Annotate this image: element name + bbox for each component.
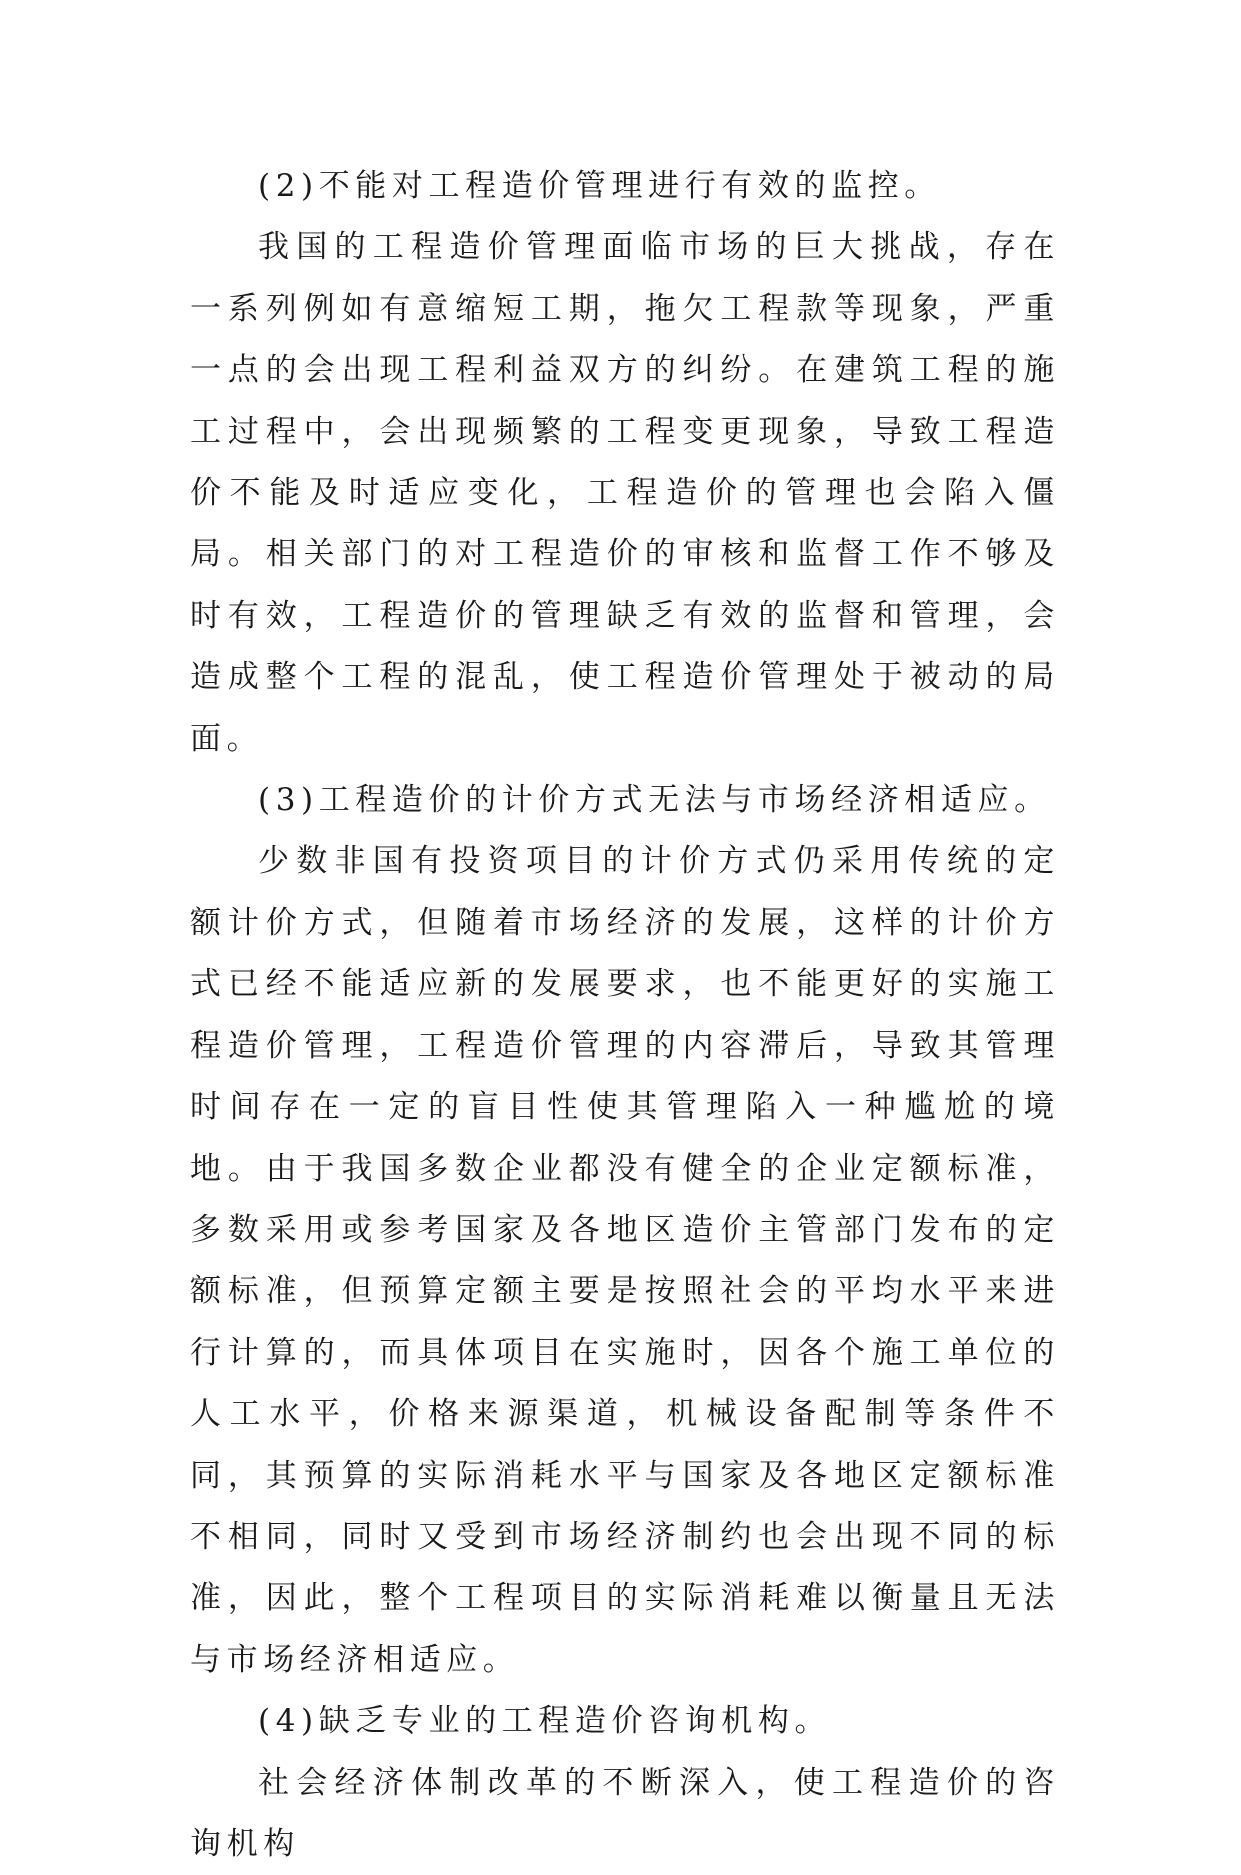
paragraph-2: 我国的工程造价管理面临市场的巨大挑战，存在一系列例如有意缩短工期，拖欠工程款等现象，严重一点的会出现工程利益双方的纠纷。在建筑工程的施工过程中，会出现频繁的工程变更现象，导致工程造价不能及时适应变化，工程造价的管理也会陷入僵局。相关部门的对工程造价的审核和监督工作不够及时有效，工程造价的管理缺乏有效的监督和管理，会造成整个工程的混乱，使工程造价管理处于被动的局面。 [190, 229, 1060, 757]
paragraph-4: 社会经济体制改革的不断深入，使工程造价的咨询机构 [190, 1764, 1060, 1862]
section-heading-4: (4)缺乏专业的工程造价咨询机构。 [258, 1703, 832, 1740]
document-body [190, 156, 1060, 1875]
section-heading-3: (3)工程造价的计价方式无法与市场经济相适应。 [258, 782, 1051, 819]
paragraph-3: 少数非国有投资项目的计价方式仍采用传统的定额计价方式，但随着市场经济的发展，这样的计价方式已经不能适应新的发展要求，也不能更好的实施工程造价管理，工程造价管理的内容滞后，导致其管理时间存在一定的盲目性使其管理陷入一种尴尬的境地。由于我国多数企业都没有健全的企业定额标准，多数采用或参考国家及各地区造价主管部门发布的定额标准，但预算定额主要是按照社会的平均水平来进行计算的，而具体项目在实施时，因各个施工单位的人工水平，价格来源渠道，机械设备配制等条件不同，其预算的实际消耗水平与国家及各地区定额标准不相同，同时又受到市场经济制约也会出现不同的标准，因此，整个工程项目的实际消耗难以衡量且无法与市场经济相适应。 [190, 843, 1060, 1678]
section-heading-2: (2)不能对工程造价管理进行有效的监控。 [258, 168, 941, 204]
